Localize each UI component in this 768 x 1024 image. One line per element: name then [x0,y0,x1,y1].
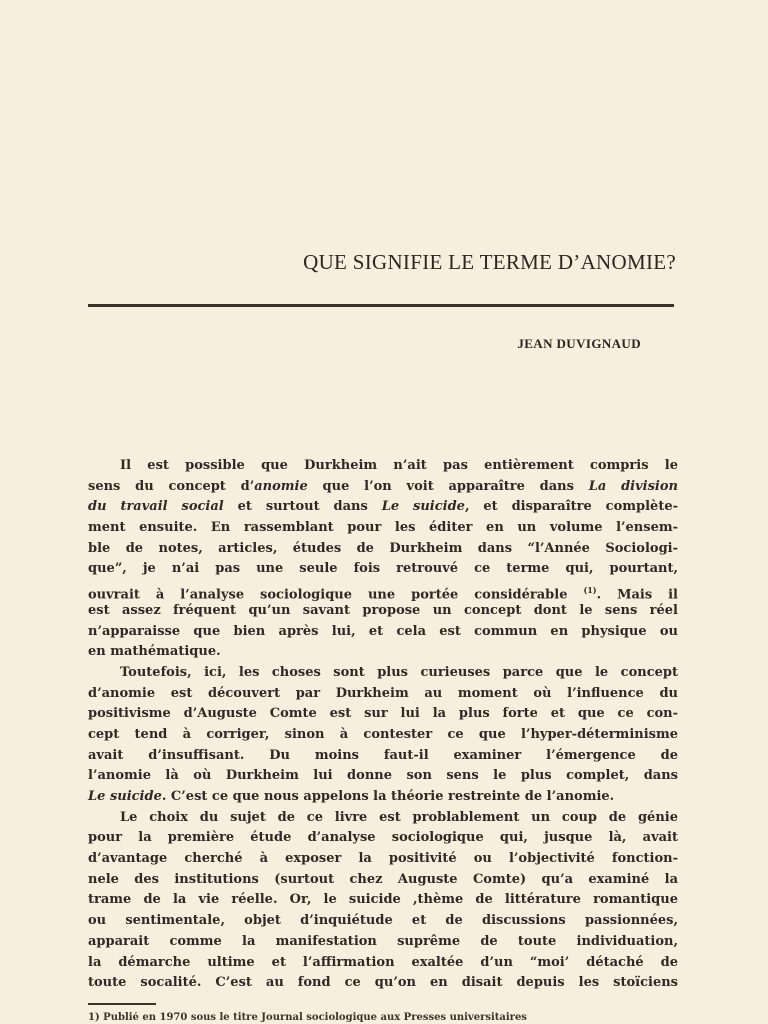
title-rule [88,304,674,307]
body-line: en mathématique. [88,644,221,660]
body-line: trame de la vie réelle. Or, le suicide ,thème de littérature romantique [88,892,678,908]
footnote-ref: (1) [583,585,597,596]
body-line: ou sentimentale, objet d’inquiétude et de discussions passionnées, [88,913,678,929]
article-title: QUE SIGNIFIE LE TERME D’ANOMIE? [303,250,676,274]
author-name: JEAN DUVIGNAUD [517,336,641,351]
body-line: positivisme d’Auguste Comte est sur lui la plus forte et que ce con- [88,706,678,722]
body-line: Le choix du sujet de ce livre est problablement un coup de génie [120,809,678,825]
footnote: 1) Publié en 1970 sous le titre Journal sociologique aux Presses universitaires [88,1012,527,1023]
body-line: d’anomie est découvert par Durkheim au moment où l’influence du [88,685,678,701]
body-line: ble de notes, articles, études de Durkheim dans “l’Année Sociologi- [88,540,678,556]
body-line: avait d’insuffisant. Du moins faut-il examiner l’émergence de [88,747,678,763]
body-line: d’avantage cherché à exposer la positivité ou l’objectivité fonction- [88,851,678,867]
body-line: n’apparaisse que bien après lui, et cela est commun en physique ou [88,623,678,639]
body-line: ouvrait à l’analyse sociologique une portée considérable $^{(1)}$. Mais il [88,585,678,603]
body-line: nele des institutions (surtout chez Auguste Comte) qu’a examiné la [88,871,678,887]
body-line: cept tend à corriger, sinon à contester ce que l’hyper-déterminisme [88,726,678,742]
body-line: sens du concept d’anomie que l’on voit apparaître dans La division [88,478,678,494]
body-line: Il est possible que Durkheim n’ait pas entièrement compris le [120,458,678,473]
body-line: Le suicide. C’est ce que nous appelons la théorie restreinte de l’anomie. [88,789,615,804]
body-line: l’anomie là où Durkheim lui donne son sens le plus complet, dans [88,768,678,784]
body-line: du travail social et surtout dans Le suicide, et disparaître complète- [88,499,678,515]
body-line: toute socalité. C’est au fond ce qu’on en disait depuis les stoïciens [88,975,678,991]
body-line: pour la première étude d’analyse sociologique qui, jusque là, avait [88,830,678,846]
body-line: Toutefois, ici, les choses sont plus curieuses parce que le concept [120,664,678,680]
article-body [88,456,678,994]
body-line: que”, je n’ai pas une seule fois retrouvé ce terme qui, pourtant, [88,561,678,577]
body-line: apparait comme la manifestation suprême de toute individuation, [88,933,678,949]
body-line: ment ensuite. En rassemblant pour les éditer en un volume l’ensem- [88,520,678,536]
body-line: est assez fréquent qu’un savant propose un concept dont le sens réel [88,602,678,618]
footnote-rule [88,1003,156,1005]
body-line: la démarche ultime et l’affirmation exaltée d’un “moi’ détaché de [88,954,678,970]
